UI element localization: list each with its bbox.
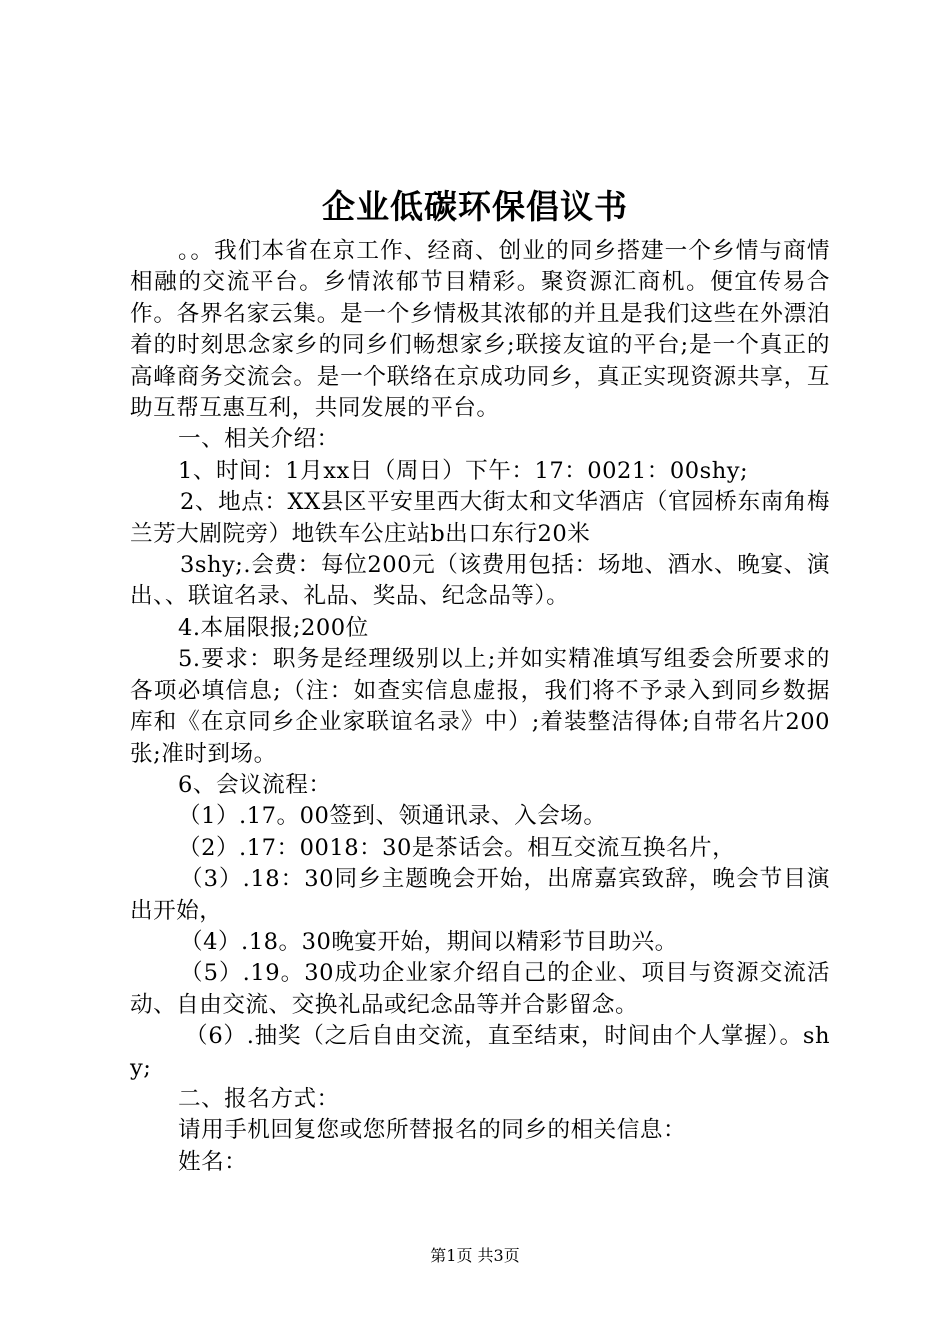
agenda-item-3: （3）.18：30同乡主题晚会开始，出席嘉宾致辞，晚会节目演出开始， — [130, 866, 830, 924]
page-footer: 第1页 共3页 — [430, 1246, 520, 1265]
paragraph-registration-instructions: 请用手机回复您或您所替报名的同乡的相关信息： — [178, 1117, 687, 1144]
agenda-item-6: （6）.抽奖（之后自由交流，直至结束，时间由个人掌握）。shy; — [130, 1023, 830, 1081]
document-body — [130, 236, 830, 1178]
agenda-item-4: （4）.18。30晚宴开始，期间以精彩节目助兴。 — [180, 928, 678, 955]
agenda-item-5: （5）.19。30成功企业家介绍自己的企业、项目与资源交流活动、自由交流、交换礼品或纪念品等并合影留念。 — [130, 960, 830, 1018]
document-title: 企业低碳环保倡议书 — [322, 187, 628, 226]
paragraph-name-field: 姓名： — [178, 1148, 248, 1175]
paragraph-time: 1、时间：1月xx日（周日）下午：17：0021：00shy; — [178, 457, 749, 484]
agenda-item-1: （1）.17。00签到、领通讯录、入会场。 — [178, 803, 607, 830]
section-heading-agenda: 6、会议流程： — [178, 771, 332, 798]
paragraph-location: 2、地点：XX县区平安里西大街太和文华酒店（官园桥东南角梅兰芳大剧院旁）地铁车公庄站b出口东行20米 — [130, 489, 830, 547]
paragraph-requirements: 5.要求：职务是经理级别以上;并如实精准填写组委会所要求的各项必填信息;（注：如查实信息虚报，我们将不予录入到同乡数据库和《在京同乡企业家联谊名录》中）;着装整洁得体;自带名片200张;准时到场。 — [130, 646, 830, 767]
paragraph-fee: 3shy;.会费：每位200元（该费用包括：场地、酒水、晚宴、演出、、联谊名录、礼品、奖品、纪念品等）。 — [130, 552, 830, 610]
section-heading-intro: 一、相关介绍： — [178, 426, 340, 453]
agenda-item-2: （2）.17：0018：30是茶话会。相互交流互换名片， — [178, 834, 736, 861]
paragraph-limit: 4.本届限报;200位 — [178, 614, 369, 641]
paragraph-intro: 。。我们本省在京工作、经商、创业的同乡搭建一个乡情与商情相融的交流平台。乡情浓郁节目精彩。聚资源汇商机。便宜传易合作。各界名家云集。是一个乡情极其浓郁的并且是我们这些在外漂泊着的时刻思念家乡的同乡们畅想家乡;联接友谊的平台;是一个真正的高峰商务交流会。是一个联络在京成功同乡，真正实现资源共享，互助互帮互惠互利，共同发展的平台。 — [130, 238, 830, 422]
section-heading-registration: 二、报名方式： — [178, 1085, 340, 1112]
